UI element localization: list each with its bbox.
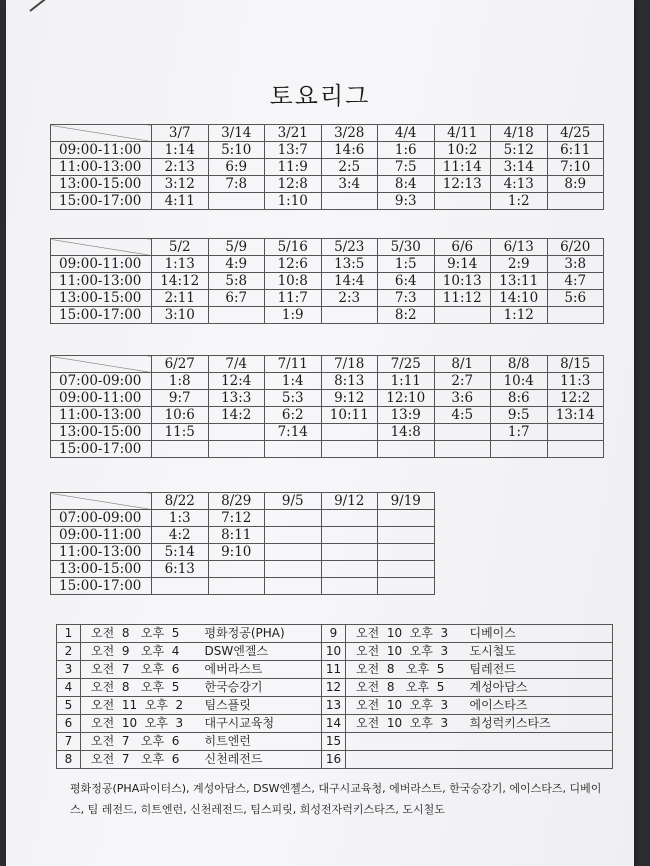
table-row — [51, 407, 604, 424]
match-cell: 13:11 — [491, 273, 548, 290]
team-number: 6 — [57, 715, 81, 733]
team-name: 계성아담스 — [466, 679, 613, 697]
match-cell: 12:4 — [208, 373, 265, 390]
match-cell: 3:6 — [434, 390, 491, 407]
date-header: 8/15 — [547, 356, 604, 373]
match-cell: 13:5 — [321, 256, 378, 273]
schedule-table-3 — [50, 355, 604, 458]
team-number: 3 — [57, 661, 81, 679]
match-cell — [491, 441, 548, 458]
match-cell: 2:3 — [321, 290, 378, 307]
table-row — [51, 527, 435, 544]
match-cell: 2:9 — [491, 256, 548, 273]
match-cell: 10:13 — [434, 273, 491, 290]
match-cell: 13:3 — [208, 390, 265, 407]
date-header: 8/1 — [434, 356, 491, 373]
team-number: 8 — [57, 751, 81, 769]
match-cell: 1:7 — [491, 424, 548, 441]
team-name: 디베이스 — [466, 625, 613, 643]
team-start-time: 오전 10 오후 3 — [346, 625, 466, 643]
date-header: 3/14 — [208, 125, 265, 142]
date-header: 6/20 — [547, 239, 604, 256]
table-row — [51, 290, 604, 307]
date-header-row — [51, 125, 604, 142]
team-name: 희성럭키스타즈 — [466, 715, 613, 733]
corner-cell — [51, 239, 152, 256]
team-name: 히트엔런 — [201, 733, 322, 751]
date-header: 8/22 — [152, 493, 209, 510]
match-cell: 11:14 — [434, 159, 491, 176]
team-start-time: 오전 8 오후 5 — [81, 679, 201, 697]
match-cell: 11:3 — [547, 373, 604, 390]
match-cell: 14:4 — [321, 273, 378, 290]
match-cell — [434, 441, 491, 458]
time-slot-label: 11:00-13:00 — [51, 544, 152, 561]
match-cell — [321, 561, 378, 578]
match-cell — [265, 527, 322, 544]
match-cell: 7:10 — [547, 159, 604, 176]
time-slot-label: 09:00-11:00 — [51, 142, 152, 159]
table-row — [51, 373, 604, 390]
date-header: 8/8 — [491, 356, 548, 373]
schedule-table-4 — [50, 492, 435, 595]
match-cell: 13:9 — [378, 407, 435, 424]
time-slot-label: 07:00-09:00 — [51, 510, 152, 527]
team-start-time: 오전 10 오후 3 — [81, 715, 201, 733]
team-start-time: 오전 10 오후 3 — [346, 643, 466, 661]
match-cell: 14:8 — [378, 424, 435, 441]
table-row — [51, 193, 604, 210]
time-slot-label: 13:00-15:00 — [51, 561, 152, 578]
match-cell: 12:10 — [378, 390, 435, 407]
team-start-time: 오전 8 오후 5 — [346, 661, 466, 679]
match-cell: 12:2 — [547, 390, 604, 407]
table-row — [51, 441, 604, 458]
match-cell: 3:8 — [547, 256, 604, 273]
match-cell: 9:14 — [434, 256, 491, 273]
match-cell: 7:14 — [265, 424, 322, 441]
date-header: 5/30 — [378, 239, 435, 256]
team-number: 15 — [322, 733, 346, 751]
time-slot-label: 11:00-13:00 — [51, 407, 152, 424]
legend-row — [57, 715, 613, 733]
match-cell: 3:14 — [491, 159, 548, 176]
team-number: 7 — [57, 733, 81, 751]
date-header: 5/2 — [152, 239, 209, 256]
match-cell: 9:7 — [152, 390, 209, 407]
table-row — [51, 561, 435, 578]
date-header: 3/21 — [265, 125, 322, 142]
match-cell — [378, 561, 435, 578]
team-name: 대구시교육청 — [201, 715, 322, 733]
match-cell: 4:9 — [208, 256, 265, 273]
match-cell — [321, 424, 378, 441]
match-cell: 1:13 — [152, 256, 209, 273]
date-header: 6/13 — [491, 239, 548, 256]
match-cell: 8:6 — [491, 390, 548, 407]
time-slot-label: 09:00-11:00 — [51, 256, 152, 273]
date-header: 8/29 — [208, 493, 265, 510]
match-cell — [378, 527, 435, 544]
match-cell — [208, 193, 265, 210]
date-header: 7/18 — [321, 356, 378, 373]
match-cell — [434, 424, 491, 441]
team-number: 14 — [322, 715, 346, 733]
match-cell — [378, 544, 435, 561]
paper-sheet — [6, 0, 634, 866]
time-slot-label: 15:00-17:00 — [51, 307, 152, 324]
team-start-time — [346, 751, 466, 769]
time-slot-label: 09:00-11:00 — [51, 527, 152, 544]
match-cell — [321, 544, 378, 561]
date-header: 4/18 — [491, 125, 548, 142]
date-header: 7/4 — [208, 356, 265, 373]
match-cell: 2:5 — [321, 159, 378, 176]
match-cell: 11:7 — [265, 290, 322, 307]
team-start-time: 오전 7 오후 6 — [81, 751, 201, 769]
team-number: 10 — [322, 643, 346, 661]
date-header: 9/5 — [265, 493, 322, 510]
match-cell: 5:12 — [491, 142, 548, 159]
date-header: 6/6 — [434, 239, 491, 256]
table-row — [51, 176, 604, 193]
match-cell: 14:2 — [208, 407, 265, 424]
date-header-row — [51, 239, 604, 256]
match-cell: 4:5 — [434, 407, 491, 424]
match-cell: 10:11 — [321, 407, 378, 424]
match-cell: 6:4 — [378, 273, 435, 290]
legend-row — [57, 643, 613, 661]
match-cell: 5:6 — [547, 290, 604, 307]
time-slot-label: 13:00-15:00 — [51, 290, 152, 307]
match-cell: 11:5 — [152, 424, 209, 441]
match-cell: 8:2 — [378, 307, 435, 324]
team-name — [466, 751, 613, 769]
match-cell — [321, 510, 378, 527]
team-name: 도시철도 — [466, 643, 613, 661]
team-start-time: 오전 7 오후 6 — [81, 733, 201, 751]
table-row — [51, 142, 604, 159]
time-slot-label: 11:00-13:00 — [51, 159, 152, 176]
team-start-time: 오전 10 오후 3 — [346, 697, 466, 715]
match-cell: 9:5 — [491, 407, 548, 424]
match-cell: 6:9 — [208, 159, 265, 176]
match-cell — [265, 561, 322, 578]
match-cell: 14:12 — [152, 273, 209, 290]
team-number: 5 — [57, 697, 81, 715]
table-row — [51, 256, 604, 273]
match-cell: 5:14 — [152, 544, 209, 561]
match-cell: 6:13 — [152, 561, 209, 578]
match-cell: 1:3 — [152, 510, 209, 527]
team-number: 12 — [322, 679, 346, 697]
date-header: 5/23 — [321, 239, 378, 256]
match-cell: 7:8 — [208, 176, 265, 193]
time-slot-label: 09:00-11:00 — [51, 390, 152, 407]
date-header-row — [51, 356, 604, 373]
team-number: 16 — [322, 751, 346, 769]
match-cell — [321, 578, 378, 595]
match-cell: 6:2 — [265, 407, 322, 424]
corner-cell — [51, 356, 152, 373]
team-start-time: 오전 8 오후 5 — [81, 625, 201, 643]
match-cell — [547, 193, 604, 210]
team-number: 13 — [322, 697, 346, 715]
match-cell: 10:4 — [491, 373, 548, 390]
corner-cell — [51, 125, 152, 142]
match-cell: 13:7 — [265, 142, 322, 159]
pen-mark — [29, 0, 59, 12]
match-cell: 9:12 — [321, 390, 378, 407]
match-cell — [434, 193, 491, 210]
match-cell: 11:9 — [265, 159, 322, 176]
team-start-time: 오전 8 오후 5 — [346, 679, 466, 697]
match-cell — [208, 424, 265, 441]
date-header: 9/19 — [378, 493, 435, 510]
match-cell: 5:8 — [208, 273, 265, 290]
match-cell: 12:8 — [265, 176, 322, 193]
team-name: 한국승강기 — [201, 679, 322, 697]
match-cell: 1:12 — [491, 307, 548, 324]
match-cell: 13:14 — [547, 407, 604, 424]
team-start-time: 오전 11 오후 2 — [81, 697, 201, 715]
date-header: 5/9 — [208, 239, 265, 256]
match-cell: 1:2 — [491, 193, 548, 210]
table-row — [51, 424, 604, 441]
table-row — [51, 159, 604, 176]
team-name: 평화정공(PHA) — [201, 625, 322, 643]
match-cell — [208, 578, 265, 595]
team-name: 팀스플릿 — [201, 697, 322, 715]
match-cell: 9:3 — [378, 193, 435, 210]
legend-row — [57, 679, 613, 697]
match-cell: 10:8 — [265, 273, 322, 290]
date-header: 9/12 — [321, 493, 378, 510]
match-cell: 10:2 — [434, 142, 491, 159]
date-header-row — [51, 493, 435, 510]
match-cell: 4:7 — [547, 273, 604, 290]
match-cell — [208, 561, 265, 578]
table-row — [51, 307, 604, 324]
table-row — [51, 390, 604, 407]
team-number: 9 — [322, 625, 346, 643]
match-cell: 6:7 — [208, 290, 265, 307]
legend-row — [57, 661, 613, 679]
match-cell: 8:13 — [321, 373, 378, 390]
legend-row — [57, 625, 613, 643]
match-cell: 1:11 — [378, 373, 435, 390]
match-cell — [321, 441, 378, 458]
date-header: 4/4 — [378, 125, 435, 142]
team-start-time — [346, 733, 466, 751]
table-row — [51, 578, 435, 595]
date-header: 6/27 — [152, 356, 209, 373]
date-header: 4/25 — [547, 125, 604, 142]
team-start-time: 오전 9 오후 4 — [81, 643, 201, 661]
match-cell — [434, 307, 491, 324]
match-cell: 3:4 — [321, 176, 378, 193]
match-cell: 10:6 — [152, 407, 209, 424]
team-number: 11 — [322, 661, 346, 679]
match-cell: 1:8 — [152, 373, 209, 390]
match-cell — [208, 307, 265, 324]
corner-cell — [51, 493, 152, 510]
match-cell — [378, 441, 435, 458]
match-cell: 4:11 — [152, 193, 209, 210]
match-cell: 12:13 — [434, 176, 491, 193]
date-header: 4/11 — [434, 125, 491, 142]
match-cell — [265, 510, 322, 527]
time-slot-label: 13:00-15:00 — [51, 176, 152, 193]
date-header: 5/16 — [265, 239, 322, 256]
match-cell — [547, 307, 604, 324]
match-cell — [265, 578, 322, 595]
team-number: 1 — [57, 625, 81, 643]
team-start-time: 오전 7 오후 6 — [81, 661, 201, 679]
match-cell — [321, 193, 378, 210]
match-cell — [208, 441, 265, 458]
time-slot-label: 15:00-17:00 — [51, 441, 152, 458]
table-row — [51, 510, 435, 527]
match-cell — [378, 510, 435, 527]
team-name — [466, 733, 613, 751]
time-slot-label: 13:00-15:00 — [51, 424, 152, 441]
match-cell: 1:10 — [265, 193, 322, 210]
match-cell: 9:10 — [208, 544, 265, 561]
time-slot-label: 11:00-13:00 — [51, 273, 152, 290]
match-cell: 3:10 — [152, 307, 209, 324]
match-cell: 6:11 — [547, 142, 604, 159]
match-cell: 3:12 — [152, 176, 209, 193]
legend-row — [57, 697, 613, 715]
match-cell: 2:13 — [152, 159, 209, 176]
team-legend-table — [56, 624, 613, 769]
match-cell — [321, 527, 378, 544]
match-cell: 2:7 — [434, 373, 491, 390]
match-cell: 12:6 — [265, 256, 322, 273]
match-cell: 1:14 — [152, 142, 209, 159]
team-name: 에버라스트 — [201, 661, 322, 679]
time-slot-label: 07:00-09:00 — [51, 373, 152, 390]
match-cell: 7:12 — [208, 510, 265, 527]
team-name: 팀레전드 — [466, 661, 613, 679]
time-slot-label: 15:00-17:00 — [51, 193, 152, 210]
page-title: 토요리그 — [269, 82, 371, 110]
match-cell: 1:6 — [378, 142, 435, 159]
match-cell — [321, 307, 378, 324]
match-cell: 14:10 — [491, 290, 548, 307]
match-cell — [265, 441, 322, 458]
date-header: 3/7 — [152, 125, 209, 142]
match-cell — [547, 441, 604, 458]
table-row — [51, 544, 435, 561]
date-header: 7/11 — [265, 356, 322, 373]
match-cell: 2:11 — [152, 290, 209, 307]
table-row — [51, 273, 604, 290]
match-cell — [265, 544, 322, 561]
match-cell: 5:10 — [208, 142, 265, 159]
match-cell: 14:6 — [321, 142, 378, 159]
match-cell: 7:3 — [378, 290, 435, 307]
team-list-note: 평화정공(PHA파이터스), 계성아담스, DSW엔젤스, 대구시교육청, 에버라스트, 한국승강기, 에이스타즈, 디베이스, 팀 레전드, 히트엔런, 신천레전드, 팀스피릿, 희성전자럭키스타즈, 도시철도 — [70, 782, 602, 816]
match-cell: 7:5 — [378, 159, 435, 176]
match-cell: 5:3 — [265, 390, 322, 407]
match-cell — [378, 578, 435, 595]
match-cell — [152, 441, 209, 458]
match-cell — [152, 578, 209, 595]
team-name: 에이스타즈 — [466, 697, 613, 715]
match-cell: 8:9 — [547, 176, 604, 193]
team-number: 4 — [57, 679, 81, 697]
team-name: DSW엔젤스 — [201, 643, 322, 661]
match-cell: 8:4 — [378, 176, 435, 193]
date-header: 7/25 — [378, 356, 435, 373]
team-number: 2 — [57, 643, 81, 661]
legend-row — [57, 751, 613, 769]
match-cell: 1:4 — [265, 373, 322, 390]
match-cell: 4:13 — [491, 176, 548, 193]
match-cell — [547, 424, 604, 441]
legend-row — [57, 733, 613, 751]
date-header: 3/28 — [321, 125, 378, 142]
time-slot-label: 15:00-17:00 — [51, 578, 152, 595]
schedule-table-2 — [50, 238, 604, 324]
match-cell: 1:5 — [378, 256, 435, 273]
match-cell: 1:9 — [265, 307, 322, 324]
match-cell: 4:2 — [152, 527, 209, 544]
team-start-time: 오전 10 오후 3 — [346, 715, 466, 733]
schedule-table-1 — [50, 124, 604, 210]
match-cell: 8:11 — [208, 527, 265, 544]
match-cell: 11:12 — [434, 290, 491, 307]
team-name: 신천레전드 — [201, 751, 322, 769]
